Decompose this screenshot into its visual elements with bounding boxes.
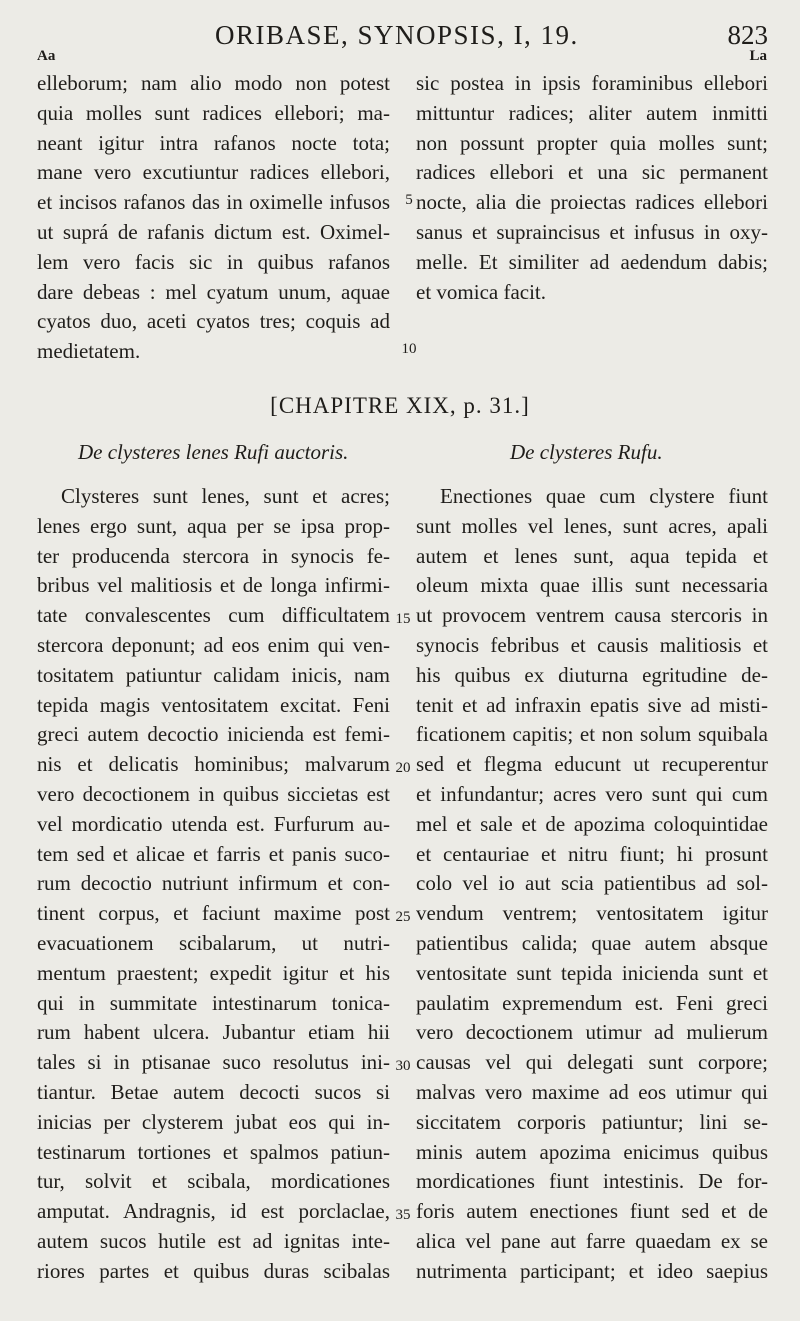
- text-line: et vomica facit.: [416, 279, 547, 304]
- text-line: greci autem decoctio inicienda est femi-: [37, 722, 390, 747]
- text-line: nis et delicatis hominibus; malvarum: [37, 752, 390, 777]
- text-line: dare debeas : mel cyatum unum, aquae: [37, 279, 390, 304]
- text-line: sunt molles vel lenes, sunt acres, apali: [416, 513, 768, 538]
- text-line: tiantur. Betae autem decocti sucos si: [37, 1079, 390, 1104]
- text-line: colo vel io aut scia patientibus ad sol-: [416, 871, 768, 896]
- text-line: vel mordicatio utenda est. Furfurum au-: [37, 811, 390, 836]
- text-line: qui in summitate intestinarum tonica-: [37, 990, 390, 1015]
- text-line: bribus vel malitiosis et de longa infirmi-: [37, 573, 390, 598]
- text-line: inicias per clysterem jubat eos qui in-: [37, 1109, 390, 1134]
- text-line: sanus et supraincisus et infusus in oxy-: [416, 219, 768, 244]
- text-line: rum habent ulcera. Jubantur etiam hii: [37, 1020, 390, 1045]
- right-subheading: De clysteres Rufu.: [510, 440, 663, 464]
- text-line: riores partes et quibus duras scibalas: [37, 1258, 390, 1283]
- text-line: medietatem.: [37, 339, 141, 364]
- text-line: quia molles sunt radices ellebori; ma-: [37, 100, 390, 125]
- text-line: vendum ventrem; ventositatem igitur: [416, 901, 768, 926]
- text-line: alica vel pane aut farre quaedam ex se: [416, 1228, 768, 1253]
- text-line: tinent corpus, et faciunt maxime post: [37, 901, 390, 926]
- text-line: malvas vero maxime ad eos utimur qui: [416, 1079, 768, 1104]
- text-line: vero decoctionem utimur ad mulierum: [416, 1020, 768, 1045]
- text-line: oleum mixta quae illis sunt necessaria: [416, 573, 768, 598]
- text-line: Enectiones quae cum clystere fiunt: [440, 484, 768, 508]
- text-line: et centauriae et nitru fiunt; hi prosunt: [416, 841, 768, 866]
- line-number: 30: [395, 1058, 411, 1074]
- text-line: his quibus ex diuturna egritudine de-: [416, 662, 768, 687]
- text-line: cyatos duo, aceti cyatos tres; coquis ad: [37, 309, 390, 334]
- text-line: ficationem capitis; et non solum squibala: [416, 722, 768, 747]
- text-line: tem sed et alicae et farris et panis suco-: [37, 841, 390, 866]
- text-line: et incisos rafanos das in oximelle infusos: [37, 190, 390, 215]
- signature-mark-right: La: [749, 48, 767, 64]
- text-line: stercora deponunt; ad eos enim qui ven-: [37, 632, 390, 657]
- text-line: amputat. Andragnis, id est porclaclae,: [37, 1199, 390, 1224]
- text-line: sed et flegma educunt ut recuperentur: [416, 752, 768, 777]
- text-line: tales si in ptisanae suco resolutus ini-: [37, 1050, 390, 1075]
- running-title: ORIBASE, SYNOPSIS, I, 19.: [215, 20, 579, 50]
- text-line: ventositate sunt tepida inicienda sunt et: [416, 960, 768, 985]
- text-line: causas vel qui delegati sunt corpore;: [416, 1050, 768, 1075]
- line-number: 10: [401, 341, 417, 357]
- text-line: et infundantur; acres vero sunt qui cum: [416, 781, 768, 806]
- page-number: 823: [727, 20, 768, 50]
- text-line: testinarum tortiones et spalmos patiun-: [37, 1139, 390, 1164]
- text-line: ter producenda stercora in synocis fe-: [37, 543, 390, 568]
- text-line: mel et sale et de apozima coloquintidae: [416, 811, 768, 836]
- text-line: radices ellebori et una sic permanent: [416, 160, 768, 185]
- text-line: lem vero facis sic in quibus rafanos: [37, 249, 390, 274]
- text-line: siccitatem corporis patiuntur; lini se-: [416, 1109, 768, 1134]
- left-subheading: De clysteres lenes Rufi auctoris.: [78, 440, 349, 464]
- text-line: evacuationem scibalarum, ut nutri-: [37, 930, 390, 955]
- line-number: 25: [395, 909, 411, 925]
- text-line: mentum praestent; expedit igitur et his: [37, 960, 390, 985]
- top-right-column: [416, 69, 768, 307]
- text-line: mittuntur radices; aliter autem inmitti: [416, 100, 768, 125]
- text-line: lenes ergo sunt, aqua per se ipsa prop-: [37, 513, 390, 538]
- text-line: autem sucos hutile est ad ignitas inte-: [37, 1228, 390, 1253]
- text-line: mane vero excutiuntur radices ellebori,: [37, 160, 390, 185]
- text-line: ut provocem ventrem causa stercoris in: [416, 603, 768, 628]
- text-line: Clysteres sunt lenes, sunt et acres;: [61, 484, 390, 508]
- text-line: mordicationes fiunt intestinis. De for-: [416, 1169, 768, 1194]
- line-number: 15: [395, 611, 411, 627]
- text-line: nutrimenta participant; et ideo saepius: [416, 1258, 768, 1283]
- text-line: tur, solvit et scibala, mordicationes: [37, 1169, 390, 1194]
- text-line: paulatim expremendum est. Feni greci: [416, 990, 768, 1015]
- line-number: 20: [395, 760, 411, 776]
- line-number: 5: [405, 192, 413, 208]
- text-line: tositatem patiuntur calidam inicis, nam: [37, 662, 390, 687]
- text-line: rum decoctio nutriunt infirmum et con-: [37, 871, 390, 896]
- text-line: patientibus calida; quae autem absque: [416, 930, 768, 955]
- text-line: sic postea in ipsis foraminibus ellebori: [416, 71, 768, 95]
- top-left-column: [37, 69, 390, 367]
- line-number: 35: [395, 1207, 411, 1223]
- text-line: minis autem apozima enicimus quibus: [416, 1139, 768, 1164]
- text-line: tenit et ad infraxin epatis sive ad misti-: [416, 692, 768, 717]
- text-line: ut suprá de rafanis dictum est. Oximel-: [37, 219, 390, 244]
- text-line: neant igitur intra rafanos nocte tota;: [37, 130, 390, 155]
- signature-mark-left: Aa: [37, 48, 56, 64]
- body-left-column: [37, 482, 390, 1287]
- text-line: synocis febribus et causis malitiosis et: [416, 632, 768, 657]
- text-line: vero decoctionem in quibus siccietas est: [37, 781, 390, 806]
- text-line: elleborum; nam alio modo non potest: [37, 71, 390, 95]
- text-line: tate convalescentes cum difficultatem: [37, 603, 390, 628]
- text-line: melle. Et similiter ad aedendum dabis;: [416, 249, 768, 274]
- page-header: [0, 20, 800, 60]
- body-right-column: [416, 482, 768, 1287]
- text-line: foris autem enectiones fiunt sed et de: [416, 1199, 768, 1224]
- text-line: non possunt propter quia molles sunt;: [416, 130, 768, 155]
- chapter-heading: [CHAPITRE XIX, p. 31.]: [270, 393, 530, 418]
- text-line: tepida magis ventositatem excitat. Feni: [37, 692, 390, 717]
- text-line: autem et lenes sunt, aqua tepida et: [416, 543, 768, 568]
- text-line: nocte, alia die proiectas radices ellebori: [416, 190, 768, 215]
